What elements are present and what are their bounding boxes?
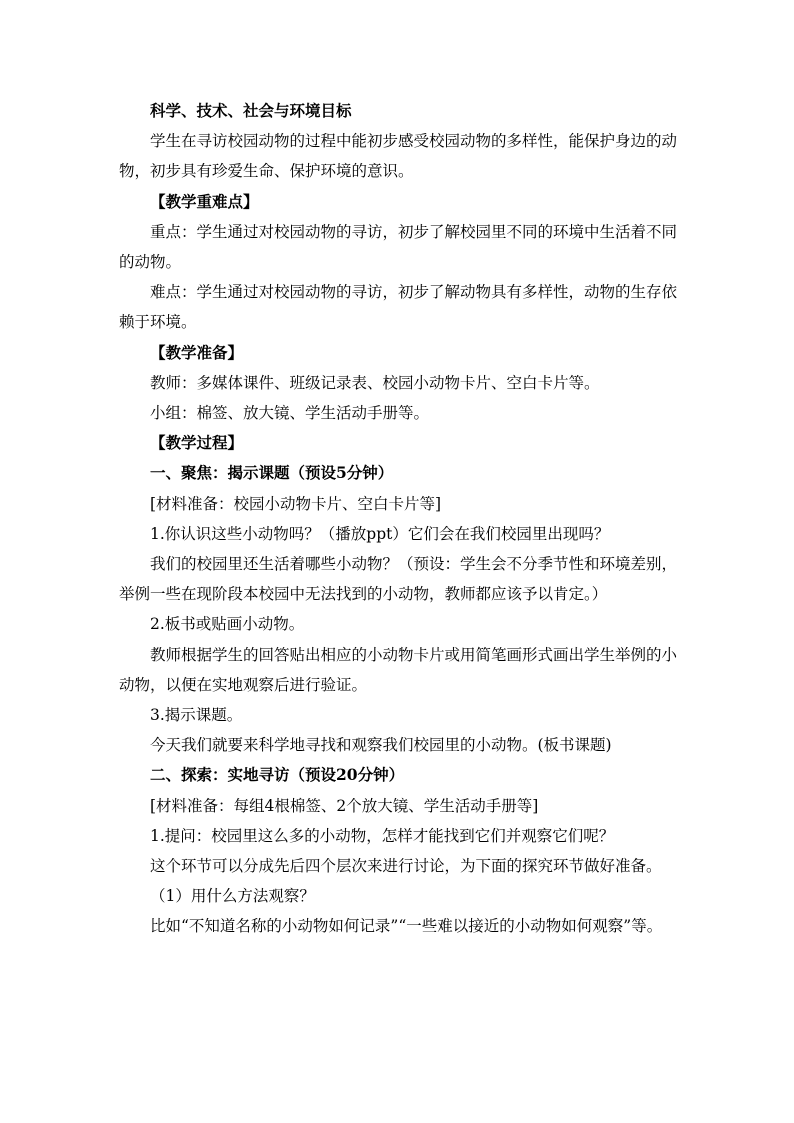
paragraph-step-2: 2.板书或贴画小动物。 (150, 615, 305, 634)
paragraph-teacher-materials: 教师：多媒体课件、班级记录表、校园小动物卡片、空白卡片等。 (150, 373, 600, 392)
paragraph-step-1-detail: 我们的校园里还生活着哪些小动物？（预设：学生会不分季节性和环境差别，举例一些在现阶段本校园中无法找到的小动物，教师都应该予以肯定。） (119, 555, 678, 604)
paragraph-step-2-detail: 教师根据学生的回答贴出相应的小动物卡片或用简笔画形式画出学生举例的小动物，以便在实地观察后进行验证。 (119, 645, 678, 694)
paragraph-difficult-point: 难点：学生通过对校园动物的寻访，初步了解动物具有多样性，动物的生存依赖于环境。 (119, 283, 678, 332)
paragraph-explore-materials: [材料准备：每组4根棉签、2个放大镜、学生活动手册等] (150, 796, 539, 815)
section-heading-key-points: 【教学重难点】 (150, 191, 259, 211)
paragraph-group-materials: 小组：棉签、放大镜、学生活动手册等。 (150, 404, 430, 423)
paragraph-focus-materials: [材料准备：校园小动物卡片、空白卡片等] (150, 494, 442, 513)
paragraph-explore-step-1: 1.提问：校园里这么多的小动物，怎样才能找到它们并观察它们呢？ (150, 826, 615, 845)
paragraph-sts-goals: 学生在寻访校园动物的过程中能初步感受校园动物的多样性，能保护身边的动物，初步具有珍爱生命、保护环境的意识。 (119, 132, 678, 181)
paragraph-key-point: 重点：学生通过对校园动物的寻访，初步了解校园里不同的环境中生活着不同的动物。 (119, 222, 678, 272)
paragraph-step-1: 1.你认识这些小动物吗？（播放ppt）它们会在我们校园里出现吗？ (150, 524, 610, 543)
document-body (119, 96, 679, 942)
paragraph-explore-sub-1-detail: 比如“不知道名称的小动物如何记录”“一些难以接近的小动物如何观察”等。 (150, 917, 663, 936)
paragraph-step-3-detail: 今天我们就要来科学地寻找和观察我们校园里的小动物。(板书课题) (150, 736, 612, 755)
subheading-focus: 一、聚焦：揭示课题（预设5分钟） (150, 463, 394, 483)
paragraph-explore-sub-1: （1）用什么方法观察？ (150, 887, 315, 906)
section-heading-preparation: 【教学准备】 (150, 342, 244, 362)
section-heading-sts-goals: 科学、技术、社会与环境目标 (150, 101, 352, 120)
paragraph-step-3: 3.揭示课题。 (150, 706, 243, 725)
subheading-explore: 二、探索：实地寻访（预设20分钟） (150, 765, 405, 785)
section-heading-process: 【教学过程】 (150, 433, 244, 453)
paragraph-explore-step-1-detail: 这个环节可以分成先后四个层次来进行讨论，为下面的探究环节做好准备。 (150, 857, 662, 876)
